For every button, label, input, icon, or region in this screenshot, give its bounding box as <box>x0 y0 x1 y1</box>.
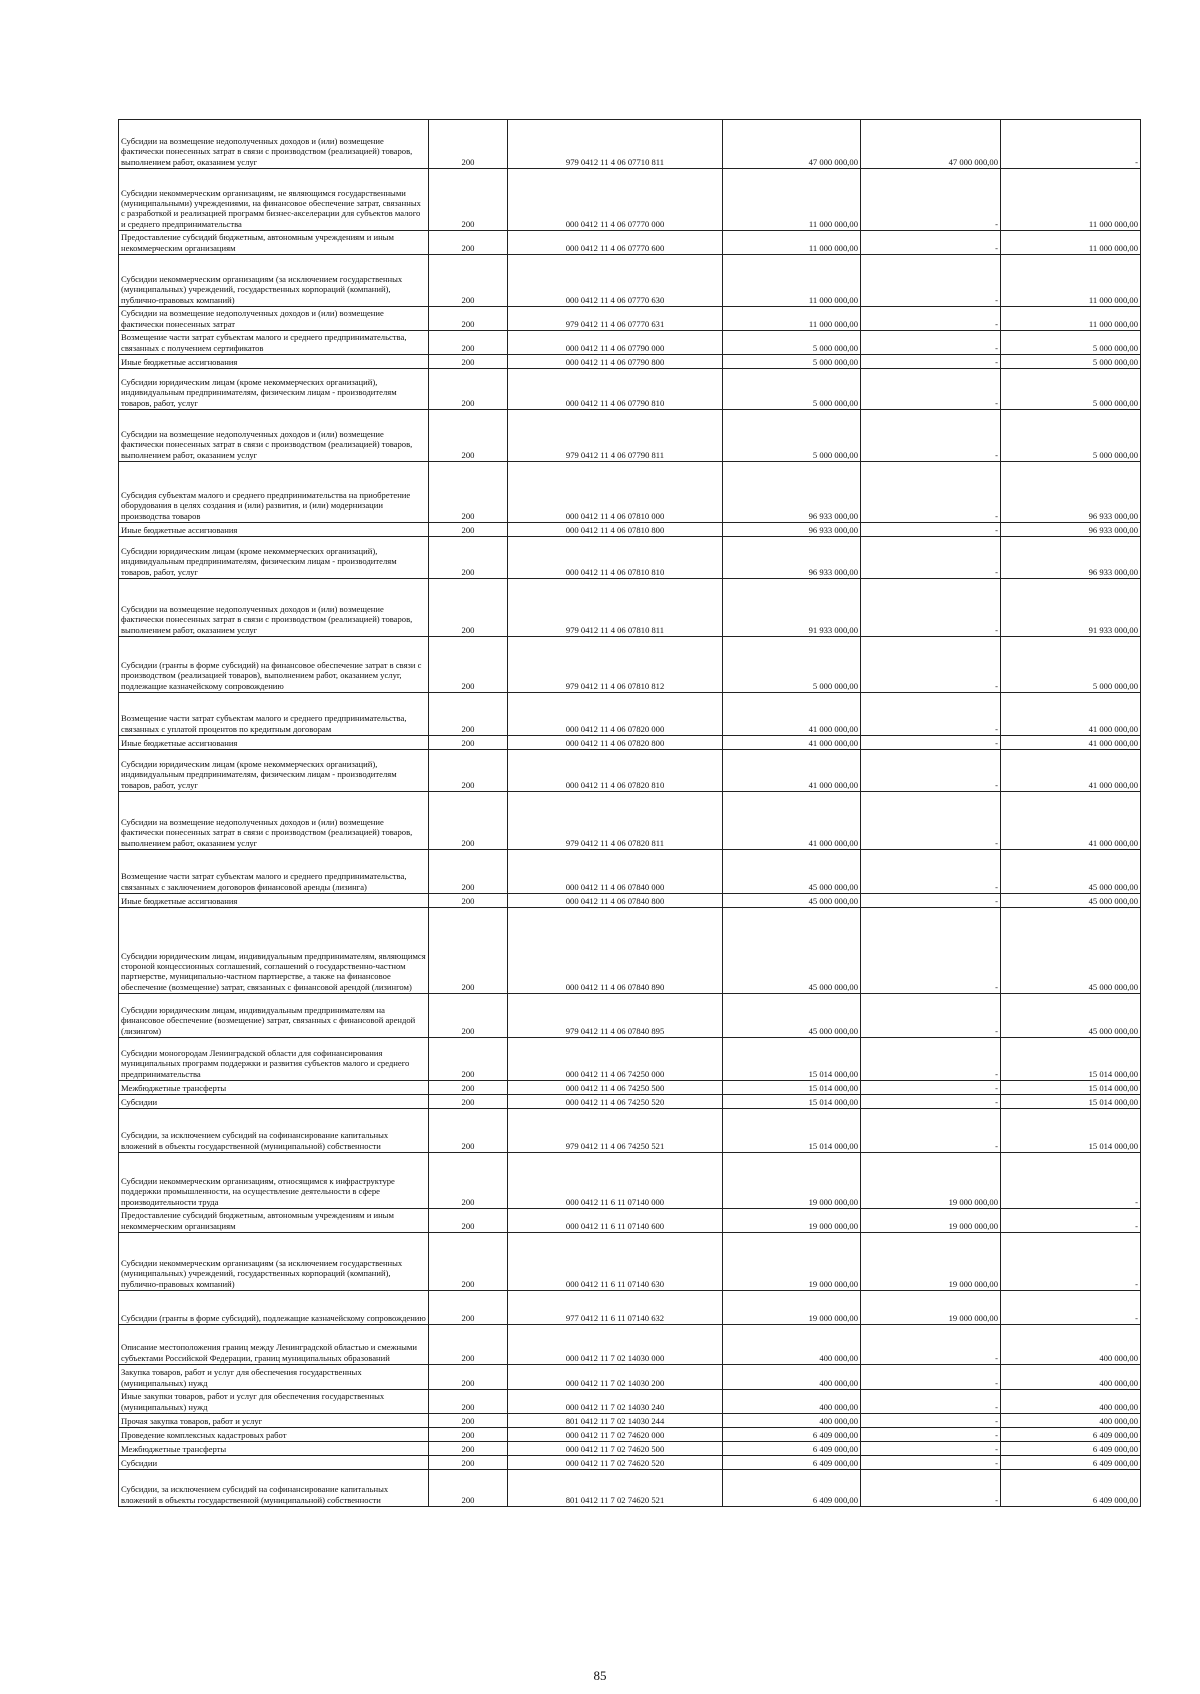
table-cell-kbk: 000 0412 11 7 02 14030 200 <box>508 1365 723 1390</box>
table-row <box>119 231 1141 255</box>
table-cell-kbk: 000 0412 11 4 06 07820 000 <box>508 693 723 736</box>
table-cell-name: Субсидии некоммерческим организациям (за исключением государственных (муниципальных) учреждений, государственных корпораций (компаний), публично-правовых компаний) <box>119 1233 429 1291</box>
table-row <box>119 1414 1141 1428</box>
table-cell-kbk: 000 0412 11 4 06 74250 520 <box>508 1095 723 1109</box>
table-cell-approved: 15 014 000,00 <box>723 1038 861 1081</box>
table-cell-kbk: 979 0412 11 4 06 07810 811 <box>508 579 723 637</box>
table-cell-remaining: 96 933 000,00 <box>1001 523 1141 537</box>
table-cell-code: 200 <box>429 994 508 1038</box>
table-row <box>119 169 1141 231</box>
table-cell-code: 200 <box>429 1081 508 1095</box>
table-cell-remaining: 41 000 000,00 <box>1001 693 1141 736</box>
table-cell-approved: 5 000 000,00 <box>723 637 861 693</box>
table-cell-executed: 47 000 000,00 <box>861 120 1001 169</box>
table-cell-name: Субсидии на возмещение недополученных доходов и (или) возмещение фактически понесенных затрат в связи с производством (реализацией) товаров, выполнением работ, оказанием услуг <box>119 410 429 462</box>
table-cell-kbk: 000 0412 11 4 06 74250 500 <box>508 1081 723 1095</box>
table-cell-kbk: 979 0412 11 4 06 07790 811 <box>508 410 723 462</box>
table-row <box>119 736 1141 750</box>
table-cell-approved: 5 000 000,00 <box>723 410 861 462</box>
table-cell-executed: - <box>861 537 1001 579</box>
table-cell-remaining: 5 000 000,00 <box>1001 355 1141 369</box>
table-cell-approved: 11 000 000,00 <box>723 255 861 307</box>
table-row <box>119 120 1141 169</box>
table-row <box>119 1038 1141 1081</box>
table-cell-remaining: 45 000 000,00 <box>1001 850 1141 894</box>
table-cell-name: Субсидии, за исключением субсидий на софинансирование капитальных вложений в объекты государственной (муниципальной) собственности <box>119 1109 429 1153</box>
table-cell-approved: 5 000 000,00 <box>723 355 861 369</box>
table-cell-name: Субсидии юридическим лицам (кроме некоммерческих организаций), индивидуальным предпринимателям, физическим лицам - производителям товаров, работ, услуг <box>119 750 429 792</box>
table-cell-kbk: 000 0412 11 7 02 74620 500 <box>508 1442 723 1456</box>
table-cell-remaining: 41 000 000,00 <box>1001 750 1141 792</box>
table-cell-remaining: 45 000 000,00 <box>1001 894 1141 908</box>
table-cell-kbk: 000 0412 11 7 02 74620 520 <box>508 1456 723 1470</box>
table-cell-name: Субсидии некоммерческим организациям, относящимся к инфраструктуре поддержки промышленности, на осуществление деятельности в сфере производительности труда <box>119 1153 429 1209</box>
table-cell-approved: 6 409 000,00 <box>723 1428 861 1442</box>
table-cell-remaining: 91 933 000,00 <box>1001 579 1141 637</box>
table-row <box>119 1291 1141 1325</box>
table-cell-code: 200 <box>429 579 508 637</box>
table-cell-remaining: 15 014 000,00 <box>1001 1109 1141 1153</box>
table-cell-approved: 6 409 000,00 <box>723 1456 861 1470</box>
table-cell-code: 200 <box>429 537 508 579</box>
table-cell-name: Предоставление субсидий бюджетным, автономным учреждениям и иным некоммерческим организациям <box>119 231 429 255</box>
table-cell-remaining: - <box>1001 1233 1141 1291</box>
table-cell-name: Возмещение части затрат субъектам малого и среднего предпринимательства, связанных с уплатой процентов по кредитным договорам <box>119 693 429 736</box>
table-row <box>119 1470 1141 1507</box>
budget-table-body <box>119 120 1141 1507</box>
table-cell-code: 200 <box>429 355 508 369</box>
table-cell-kbk: 979 0412 11 4 06 07810 812 <box>508 637 723 693</box>
table-cell-executed: - <box>861 850 1001 894</box>
table-cell-executed: 19 000 000,00 <box>861 1153 1001 1209</box>
table-cell-remaining: - <box>1001 1153 1141 1209</box>
table-cell-executed: - <box>861 169 1001 231</box>
table-cell-approved: 19 000 000,00 <box>723 1209 861 1233</box>
table-cell-code: 200 <box>429 750 508 792</box>
table-cell-remaining: 11 000 000,00 <box>1001 169 1141 231</box>
table-cell-name: Субсидии юридическим лицам (кроме некоммерческих организаций), индивидуальным предпринимателям, физическим лицам - производителям товаров, работ, услуг <box>119 369 429 410</box>
table-cell-code: 200 <box>429 462 508 523</box>
table-cell-executed: - <box>861 736 1001 750</box>
table-cell-kbk: 000 0412 11 6 11 07140 630 <box>508 1233 723 1291</box>
table-cell-code: 200 <box>429 908 508 994</box>
table-row <box>119 1233 1141 1291</box>
table-cell-executed: - <box>861 1390 1001 1414</box>
table-cell-code: 200 <box>429 850 508 894</box>
table-cell-code: 200 <box>429 169 508 231</box>
table-cell-approved: 41 000 000,00 <box>723 792 861 850</box>
table-cell-kbk: 000 0412 11 4 06 07820 810 <box>508 750 723 792</box>
table-cell-approved: 400 000,00 <box>723 1414 861 1428</box>
table-cell-code: 200 <box>429 1109 508 1153</box>
table-cell-name: Закупка товаров, работ и услуг для обеспечения государственных (муниципальных) нужд <box>119 1365 429 1390</box>
table-row <box>119 1365 1141 1390</box>
table-cell-kbk: 000 0412 11 4 06 07790 800 <box>508 355 723 369</box>
table-cell-code: 200 <box>429 792 508 850</box>
table-row <box>119 462 1141 523</box>
table-cell-executed: - <box>861 1470 1001 1507</box>
table-cell-kbk: 000 0412 11 4 06 07790 000 <box>508 331 723 355</box>
table-cell-kbk: 979 0412 11 4 06 07820 811 <box>508 792 723 850</box>
table-cell-executed: - <box>861 331 1001 355</box>
table-cell-executed: - <box>861 994 1001 1038</box>
table-cell-name: Субсидии на возмещение недополученных доходов и (или) возмещение фактически понесенных затрат в связи с производством (реализацией) товаров, выполнением работ, оказанием услуг <box>119 120 429 169</box>
table-cell-code: 200 <box>429 1038 508 1081</box>
table-cell-name: Субсидии, за исключением субсидий на софинансирование капитальных вложений в объекты государственной (муниципальной) собственности <box>119 1470 429 1507</box>
table-cell-executed: - <box>861 369 1001 410</box>
table-cell-kbk: 979 0412 11 4 06 07840 895 <box>508 994 723 1038</box>
table-cell-name: Проведение комплексных кадастровых работ <box>119 1428 429 1442</box>
table-row <box>119 792 1141 850</box>
table-cell-name: Возмещение части затрат субъектам малого и среднего предпринимательства, связанных с заключением договоров финансовой аренды (лизинга) <box>119 850 429 894</box>
table-cell-executed: - <box>861 693 1001 736</box>
table-cell-approved: 96 933 000,00 <box>723 462 861 523</box>
table-cell-remaining: 400 000,00 <box>1001 1414 1141 1428</box>
table-cell-executed: - <box>861 792 1001 850</box>
table-cell-executed: - <box>861 462 1001 523</box>
table-cell-kbk: 000 0412 11 4 06 07810 800 <box>508 523 723 537</box>
table-cell-approved: 91 933 000,00 <box>723 579 861 637</box>
table-cell-kbk: 000 0412 11 4 06 07840 800 <box>508 894 723 908</box>
table-cell-code: 200 <box>429 1470 508 1507</box>
table-row <box>119 894 1141 908</box>
table-cell-remaining: 11 000 000,00 <box>1001 231 1141 255</box>
table-row <box>119 850 1141 894</box>
budget-table <box>118 119 1141 1507</box>
table-cell-code: 200 <box>429 1414 508 1428</box>
table-cell-name: Субсидии некоммерческим организациям, не являющимся государственными (муниципальными) учреждениями, на финансовое обеспечение затрат, связанных с разработкой и реализацией программ бизнес-акселерации для субъектов малого и среднего предпринимательства <box>119 169 429 231</box>
table-cell-kbk: 000 0412 11 6 11 07140 000 <box>508 1153 723 1209</box>
table-cell-executed: - <box>861 1456 1001 1470</box>
table-cell-approved: 45 000 000,00 <box>723 908 861 994</box>
table-cell-executed: - <box>861 1038 1001 1081</box>
table-row <box>119 1456 1141 1470</box>
table-cell-executed: - <box>861 1325 1001 1365</box>
table-row <box>119 1325 1141 1365</box>
table-row <box>119 1081 1141 1095</box>
table-cell-name: Иные бюджетные ассигнования <box>119 894 429 908</box>
table-cell-executed: - <box>861 1428 1001 1442</box>
table-cell-executed: - <box>861 1095 1001 1109</box>
table-cell-code: 200 <box>429 231 508 255</box>
table-cell-kbk: 000 0412 11 4 06 07840 000 <box>508 850 723 894</box>
table-cell-executed: - <box>861 579 1001 637</box>
table-cell-name: Субсидии <box>119 1456 429 1470</box>
table-cell-executed: - <box>861 1414 1001 1428</box>
table-cell-remaining: 6 409 000,00 <box>1001 1456 1141 1470</box>
table-cell-kbk: 979 0412 11 4 06 07710 811 <box>508 120 723 169</box>
table-cell-name: Прочая закупка товаров, работ и услуг <box>119 1414 429 1428</box>
table-cell-remaining: 6 409 000,00 <box>1001 1470 1141 1507</box>
table-row <box>119 537 1141 579</box>
table-cell-executed: 19 000 000,00 <box>861 1209 1001 1233</box>
table-row <box>119 410 1141 462</box>
table-cell-approved: 15 014 000,00 <box>723 1095 861 1109</box>
table-cell-remaining: - <box>1001 1209 1141 1233</box>
table-row <box>119 1209 1141 1233</box>
table-row <box>119 355 1141 369</box>
table-row <box>119 637 1141 693</box>
table-cell-kbk: 000 0412 11 4 06 07840 890 <box>508 908 723 994</box>
table-row <box>119 908 1141 994</box>
table-cell-kbk: 000 0412 11 4 06 07790 810 <box>508 369 723 410</box>
table-cell-code: 200 <box>429 1442 508 1456</box>
table-cell-remaining: 96 933 000,00 <box>1001 537 1141 579</box>
table-cell-code: 200 <box>429 1390 508 1414</box>
table-row <box>119 750 1141 792</box>
table-cell-name: Иные бюджетные ассигнования <box>119 736 429 750</box>
table-row <box>119 1109 1141 1153</box>
table-cell-name: Межбюджетные трансферты <box>119 1442 429 1456</box>
table-cell-approved: 41 000 000,00 <box>723 693 861 736</box>
table-cell-code: 200 <box>429 307 508 331</box>
table-cell-name: Субсидии юридическим лицам, индивидуальным предпринимателям на финансовое обеспечение (возмещение) затрат, связанных с финансовой арендой (лизингом) <box>119 994 429 1038</box>
table-cell-code: 200 <box>429 369 508 410</box>
table-cell-kbk: 801 0412 11 7 02 14030 244 <box>508 1414 723 1428</box>
table-cell-name: Иные бюджетные ассигнования <box>119 523 429 537</box>
table-cell-name: Субсидии (гранты в форме субсидий) на финансовое обеспечение затрат в связи с производством (реализацией товаров), выполнением работ, оказанием услуг, подлежащие казначейскому сопровождению <box>119 637 429 693</box>
table-cell-remaining: 6 409 000,00 <box>1001 1442 1141 1456</box>
table-cell-executed: - <box>861 637 1001 693</box>
table-cell-code: 200 <box>429 255 508 307</box>
table-cell-executed: - <box>861 1442 1001 1456</box>
table-cell-approved: 11 000 000,00 <box>723 169 861 231</box>
table-cell-remaining: 5 000 000,00 <box>1001 637 1141 693</box>
table-cell-kbk: 000 0412 11 7 02 14030 240 <box>508 1390 723 1414</box>
table-row <box>119 1428 1141 1442</box>
table-cell-remaining: 15 014 000,00 <box>1001 1081 1141 1095</box>
page-number: 85 <box>593 1668 607 1683</box>
table-cell-name: Субсидии (гранты в форме субсидий), подлежащие казначейскому сопровождению <box>119 1291 429 1325</box>
table-cell-name: Субсидии моногородам Ленинградской области для софинансирования муниципальных программ поддержки и развития субъектов малого и среднего предпринимательства <box>119 1038 429 1081</box>
table-cell-kbk: 000 0412 11 4 06 07810 810 <box>508 537 723 579</box>
table-cell-executed: - <box>861 523 1001 537</box>
table-cell-executed: - <box>861 908 1001 994</box>
table-cell-remaining: 400 000,00 <box>1001 1390 1141 1414</box>
table-cell-approved: 6 409 000,00 <box>723 1470 861 1507</box>
table-cell-name: Субсидии некоммерческим организациям (за исключением государственных (муниципальных) учреждений, государственных корпораций (компаний), публично-правовых компаний) <box>119 255 429 307</box>
table-cell-remaining: 400 000,00 <box>1001 1325 1141 1365</box>
table-cell-approved: 6 409 000,00 <box>723 1442 861 1456</box>
table-cell-approved: 45 000 000,00 <box>723 850 861 894</box>
table-cell-kbk: 000 0412 11 4 06 07810 000 <box>508 462 723 523</box>
table-cell-name: Описание местоположения границ между Ленинградской областью и смежными субъектами Российской Федерации, границ муниципальных образований <box>119 1325 429 1365</box>
table-row <box>119 1442 1141 1456</box>
table-cell-code: 200 <box>429 894 508 908</box>
table-cell-code: 200 <box>429 1209 508 1233</box>
table-cell-remaining: 6 409 000,00 <box>1001 1428 1141 1442</box>
table-cell-approved: 96 933 000,00 <box>723 537 861 579</box>
table-cell-name: Субсидии на возмещение недополученных доходов и (или) возмещение фактически понесенных затрат в связи с производством (реализацией) товаров, выполнением работ, оказанием услуг <box>119 792 429 850</box>
table-cell-remaining: 41 000 000,00 <box>1001 792 1141 850</box>
table-cell-code: 200 <box>429 736 508 750</box>
table-cell-code: 200 <box>429 523 508 537</box>
table-row <box>119 693 1141 736</box>
table-row <box>119 579 1141 637</box>
table-cell-name: Субсидии на возмещение недополученных доходов и (или) возмещение фактически понесенных затрат в связи с производством (реализацией) товаров, выполнением работ, оказанием услуг <box>119 579 429 637</box>
table-cell-executed: - <box>861 894 1001 908</box>
table-cell-code: 200 <box>429 1456 508 1470</box>
table-cell-kbk: 000 0412 11 4 06 74250 000 <box>508 1038 723 1081</box>
table-cell-approved: 5 000 000,00 <box>723 369 861 410</box>
table-cell-name: Возмещение части затрат субъектам малого и среднего предпринимательства, связанных с получением сертификатов <box>119 331 429 355</box>
table-cell-remaining: 45 000 000,00 <box>1001 994 1141 1038</box>
table-cell-kbk: 000 0412 11 6 11 07140 600 <box>508 1209 723 1233</box>
table-cell-remaining: 41 000 000,00 <box>1001 736 1141 750</box>
table-cell-name: Субсидии <box>119 1095 429 1109</box>
table-cell-executed: - <box>861 307 1001 331</box>
table-cell-executed: - <box>861 255 1001 307</box>
table-row <box>119 523 1141 537</box>
table-cell-executed: - <box>861 1081 1001 1095</box>
table-cell-code: 200 <box>429 1365 508 1390</box>
table-row <box>119 307 1141 331</box>
table-cell-kbk: 000 0412 11 4 06 07770 000 <box>508 169 723 231</box>
table-cell-remaining: 400 000,00 <box>1001 1365 1141 1390</box>
table-cell-approved: 45 000 000,00 <box>723 994 861 1038</box>
table-cell-remaining: - <box>1001 120 1141 169</box>
table-cell-code: 200 <box>429 120 508 169</box>
table-cell-remaining: 5 000 000,00 <box>1001 410 1141 462</box>
table-cell-approved: 11 000 000,00 <box>723 307 861 331</box>
table-cell-approved: 96 933 000,00 <box>723 523 861 537</box>
table-cell-remaining: - <box>1001 1291 1141 1325</box>
table-cell-executed: - <box>861 410 1001 462</box>
table-cell-kbk: 000 0412 11 7 02 14030 000 <box>508 1325 723 1365</box>
table-cell-kbk: 000 0412 11 4 06 07820 800 <box>508 736 723 750</box>
table-cell-code: 200 <box>429 1291 508 1325</box>
table-cell-code: 200 <box>429 1153 508 1209</box>
table-cell-remaining: 15 014 000,00 <box>1001 1095 1141 1109</box>
table-cell-executed: 19 000 000,00 <box>861 1291 1001 1325</box>
table-cell-code: 200 <box>429 637 508 693</box>
table-cell-name: Иные бюджетные ассигнования <box>119 355 429 369</box>
table-cell-name: Межбюджетные трансферты <box>119 1081 429 1095</box>
table-cell-remaining: 15 014 000,00 <box>1001 1038 1141 1081</box>
table-cell-executed: - <box>861 1109 1001 1153</box>
table-cell-executed: 19 000 000,00 <box>861 1233 1001 1291</box>
table-row <box>119 1095 1141 1109</box>
table-row <box>119 1153 1141 1209</box>
table-cell-approved: 400 000,00 <box>723 1325 861 1365</box>
table-row <box>119 255 1141 307</box>
table-cell-name: Субсидии на возмещение недополученных доходов и (или) возмещение фактически понесенных затрат <box>119 307 429 331</box>
table-cell-kbk: 000 0412 11 7 02 74620 000 <box>508 1428 723 1442</box>
table-cell-approved: 400 000,00 <box>723 1365 861 1390</box>
table-row <box>119 369 1141 410</box>
table-cell-kbk: 977 0412 11 6 11 07140 632 <box>508 1291 723 1325</box>
table-cell-executed: - <box>861 355 1001 369</box>
table-cell-name: Субсидии юридическим лицам, индивидуальным предпринимателям, являющимся стороной концессионных соглашений, соглашений о государственно-частном партнерстве, муниципально-частном партнерстве, а также на финансовое обеспечение (возмещение) затрат, связанных с финансовой арендой (лизингом) <box>119 908 429 994</box>
table-cell-approved: 11 000 000,00 <box>723 231 861 255</box>
table-cell-kbk: 979 0412 11 4 06 07770 631 <box>508 307 723 331</box>
table-row <box>119 1390 1141 1414</box>
table-cell-name: Предоставление субсидий бюджетным, автономным учреждениям и иным некоммерческим организациям <box>119 1209 429 1233</box>
table-cell-approved: 15 014 000,00 <box>723 1081 861 1095</box>
table-cell-name: Субсидия субъектам малого и среднего предпринимательства на приобретение оборудования в целях создания и (или) развития, и (или) модернизации производства товаров <box>119 462 429 523</box>
table-cell-name: Иные закупки товаров, работ и услуг для обеспечения государственных (муниципальных) нужд <box>119 1390 429 1414</box>
table-cell-executed: - <box>861 1365 1001 1390</box>
table-cell-remaining: 45 000 000,00 <box>1001 908 1141 994</box>
table-cell-kbk: 000 0412 11 4 06 07770 600 <box>508 231 723 255</box>
table-cell-approved: 5 000 000,00 <box>723 331 861 355</box>
table-cell-code: 200 <box>429 331 508 355</box>
table-cell-approved: 47 000 000,00 <box>723 120 861 169</box>
table-cell-code: 200 <box>429 1428 508 1442</box>
table-cell-executed: - <box>861 750 1001 792</box>
table-cell-approved: 41 000 000,00 <box>723 750 861 792</box>
table-row <box>119 994 1141 1038</box>
table-cell-kbk: 979 0412 11 4 06 74250 521 <box>508 1109 723 1153</box>
table-cell-approved: 19 000 000,00 <box>723 1291 861 1325</box>
table-cell-kbk: 801 0412 11 7 02 74620 521 <box>508 1470 723 1507</box>
table-cell-approved: 400 000,00 <box>723 1390 861 1414</box>
table-cell-remaining: 11 000 000,00 <box>1001 255 1141 307</box>
table-cell-code: 200 <box>429 1325 508 1365</box>
table-cell-code: 200 <box>429 410 508 462</box>
table-cell-executed: - <box>861 231 1001 255</box>
table-cell-approved: 19 000 000,00 <box>723 1233 861 1291</box>
table-cell-code: 200 <box>429 693 508 736</box>
table-cell-code: 200 <box>429 1233 508 1291</box>
table-cell-remaining: 11 000 000,00 <box>1001 307 1141 331</box>
table-cell-name: Субсидии юридическим лицам (кроме некоммерческих организаций), индивидуальным предпринимателям, физическим лицам - производителям товаров, работ, услуг <box>119 537 429 579</box>
table-cell-approved: 41 000 000,00 <box>723 736 861 750</box>
table-cell-code: 200 <box>429 1095 508 1109</box>
table-cell-remaining: 5 000 000,00 <box>1001 331 1141 355</box>
table-cell-approved: 45 000 000,00 <box>723 894 861 908</box>
table-cell-remaining: 5 000 000,00 <box>1001 369 1141 410</box>
table-row <box>119 331 1141 355</box>
table-cell-approved: 19 000 000,00 <box>723 1153 861 1209</box>
table-cell-approved: 15 014 000,00 <box>723 1109 861 1153</box>
table-cell-remaining: 96 933 000,00 <box>1001 462 1141 523</box>
table-cell-kbk: 000 0412 11 4 06 07770 630 <box>508 255 723 307</box>
